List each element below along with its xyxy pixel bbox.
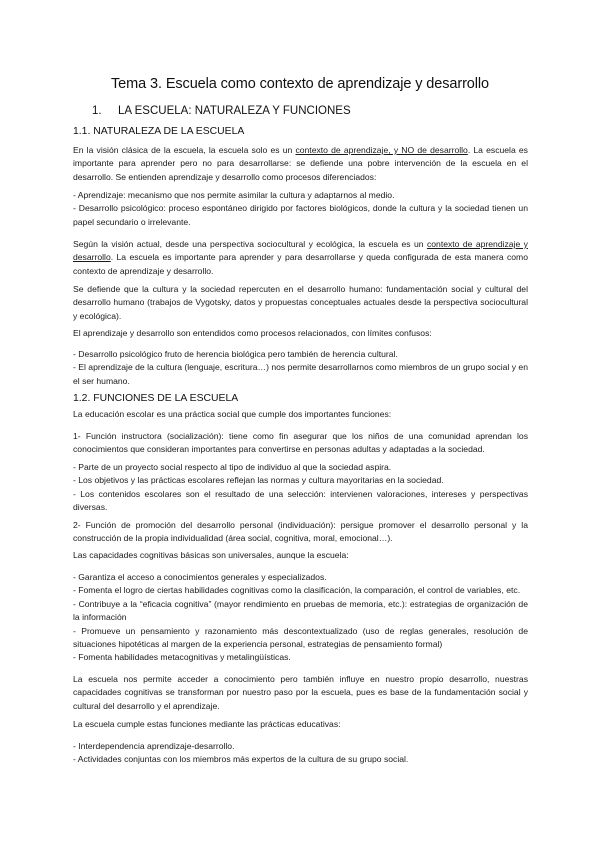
list-item: - Desarrollo psicológico fruto de herencia biológica pero también de herencia cultural. [73,349,398,359]
text: . La escuela es importante para aprender pero no para desarrollarse: se defiende una pobre intervención de la escuela en el desarrollo. Se entienden aprendizaje y desarrollo como procesos diferenciados: [73,145,528,182]
paragraph-cultura-sociedad: Se defiende que la cultura y la sociedad repercuten en el desarrollo humano: fundamentación social y cultural del desarrollo humano (trabajos de Vygotsky, datos y propuestas conceptuales actuales desde la perspectiva sociocultural y ecológica). [73,284,528,321]
list-item: - Desarrollo psicológico: proceso espontáneo dirigido por factores biológicos, donde la cultura y la sociedad tienen un papel secundario o irrelevante. [73,203,528,227]
subsection-heading-1-1: 1.1. NATURALEZA DE LA ESCUELA [73,126,245,137]
section-heading [92,105,351,117]
list-funcion-instructora [73,461,528,515]
list-relacionados [73,348,528,388]
paragraph-vision-actual [73,238,528,278]
list-item: - Los objetivos y las prácticas escolares reflejan las normas y cultura mayoritarias en la sociedad. [73,475,444,486]
subsection-heading-1-2: 1.2. FUNCIONES DE LA ESCUELA [73,393,239,404]
list-item: - Parte de un proyecto social respecto al tipo de individuo al que la sociedad aspira. [73,462,392,472]
paragraph-practicas-educativas: La escuela cumple estas funciones mediante las prácticas educativas: [73,719,341,729]
paragraph-funcion-instructora: 1- Función instructora (socialización): tiene como fin asegurar que los niños de una comunidad aprendan los conocimientos que consideran importantes para convertirse en personas adultas y adaptadas a la sociedad. [73,431,528,455]
paragraph-capacidades: Las capacidades cognitivas básicas son universales, aunque la escuela: [73,550,349,560]
paragraph-educacion-escolar: La educación escolar es una práctica social que cumple dos importantes funciones: [73,409,392,419]
list-item: - Interdependencia aprendizaje-desarrollo. [73,741,235,751]
list-item: - Aprendizaje: mecanismo que nos permite asimilar la cultura y adaptarnos al medio. [73,190,395,200]
list-diferenciados [73,189,528,229]
list-practicas [73,740,528,767]
section-number: 1. [92,105,102,117]
list-item: - Garantiza el acceso a conocimientos generales y especializados. [73,572,327,582]
list-item: - Promueve un pensamiento y razonamiento más descontextualizado (uso de reglas generales, resolución de situaciones hipotéticas al margen de la experiencia personal, estrategias de pensamiento formal) [73,625,528,650]
list-item: - Fomenta el logro de ciertas habilidades cognitivas como la clasificación, la comparación, el control de variables, etc. [73,585,521,596]
document-title: Tema 3. Escuela como contexto de aprendizaje y desarrollo [111,76,489,92]
list-item: - Actividades conjuntas con los miembros más expertos de la cultura de su grupo social. [73,754,409,765]
underlined-text: contexto de aprendizaje y desarrollo [73,239,528,263]
list-item: - El aprendizaje de la cultura (lenguaje, escritura…) nos permite desarrollarnos como miembros de un grupo social y en el ser humano. [73,362,528,386]
list-capacidades [73,571,528,665]
list-item: - Los contenidos escolares son el resultado de una selección: intervienen valoraciones, intereses y perspectivas diversas. [73,488,528,513]
text: En la visión clásica de la escuela, la escuela solo es un [73,145,296,155]
paragraph-funcion-desarrollo: 2- Función de promoción del desarrollo personal (individuación): persigue promover el desarrollo personal y la construcción de la propia individualidad (área social, cognitiva, moral, emocional…). [73,520,528,544]
list-item: - Fomenta habilidades metacognitivas y metalingüísticas. [73,652,291,663]
list-item: - Contribuye a la “eficacia cognitiva” (mayor rendimiento en pruebas de memoria, etc.): estrategias de organización de la información [73,598,528,623]
paragraph-relacionados: El aprendizaje y desarrollo son entendidos como procesos relacionados, con límites confusos: [73,328,432,338]
underlined-text: contexto de aprendizaje, y NO de desarrollo [295,145,468,155]
section-title: LA ESCUELA: NATURALEZA Y FUNCIONES [118,105,351,117]
text: Según la visión actual, desde una perspectiva sociocultural y ecológica, la escuela es un [73,239,427,249]
paragraph-vision-clasica [73,144,528,184]
paragraph-acceder-conocimiento: La escuela nos permite acceder a conocimiento pero también influye en nuestro propio desarrollo, nuestras capacidades cognitivas se transforman por nuestro paso por la escuela, pues es base de la fundamentación social y cultural del desarrollo y el aprendizaje. [73,674,528,711]
text: . La escuela es importante para aprender y para desarrollarse y queda configurada de esta manera como contexto de aprendizaje y desarrollo. [73,252,528,276]
